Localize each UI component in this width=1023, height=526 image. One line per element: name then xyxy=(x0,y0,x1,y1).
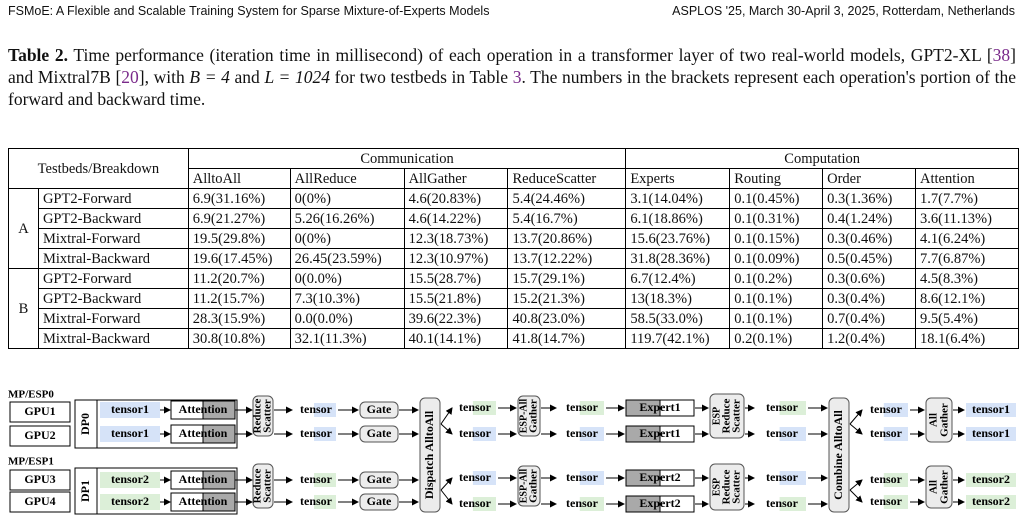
testbed-label: A xyxy=(9,189,39,269)
group-label-1: MP/ESP1 xyxy=(8,455,54,468)
column-header: Attention xyxy=(916,169,1019,189)
flow-arrow xyxy=(850,490,862,502)
attention-label: Attention xyxy=(178,401,228,416)
table-cell: 13.7(12.22%) xyxy=(508,249,626,269)
table-caption xyxy=(8,44,1016,110)
row-label: Mixtral-Forward xyxy=(38,309,188,329)
table-cell: 0.3(0.6%) xyxy=(823,269,916,289)
table-cell: 1.7(7.7%) xyxy=(916,189,1019,209)
row-label: Mixtral-Forward xyxy=(38,229,188,249)
citation-link[interactable]: 20 xyxy=(121,67,139,87)
table-cell: 13.7(20.86%) xyxy=(508,229,626,249)
gate-label: Gate xyxy=(366,493,392,508)
table-cell: 58.5(33.0%) xyxy=(626,309,730,329)
esp-label: ESP xyxy=(711,406,723,426)
table-cell: 32.1(11.3%) xyxy=(290,329,404,349)
table-cell: 0.3(1.36%) xyxy=(823,189,916,209)
table-cell: 0.1(0.09%) xyxy=(730,249,823,269)
table-cell: 15.5(21.8%) xyxy=(404,289,508,309)
system-diagram xyxy=(0,384,1023,526)
column-header: Order xyxy=(823,169,916,189)
column-header: Routing xyxy=(730,169,823,189)
tensor-label: tensor xyxy=(300,401,332,416)
scatter-label: Scatter xyxy=(261,399,274,433)
corner-header: Testbeds/Breakdown xyxy=(9,149,189,189)
table-cell: 0.1(0.1%) xyxy=(730,289,823,309)
table-cell: 1.2(0.4%) xyxy=(823,329,916,349)
tensor-label: tensor xyxy=(766,425,798,440)
table-cell: 30.8(10.8%) xyxy=(188,329,290,349)
esp-label: ESP xyxy=(711,477,723,497)
attention-label: Attention xyxy=(178,425,228,440)
tensor-label: tensor xyxy=(566,425,598,440)
esp-all-label: ESP-All xyxy=(518,468,530,504)
tensor-label: tensor xyxy=(459,425,491,440)
table-row xyxy=(9,269,1019,289)
table-cell: 26.45(23.59%) xyxy=(290,249,404,269)
expert-label: Expert2 xyxy=(639,469,681,484)
tensor-label: tensor2 xyxy=(111,471,149,486)
table-cell: 0.4(1.24%) xyxy=(823,209,916,229)
table-cell: 119.7(42.1%) xyxy=(626,329,730,349)
group-label-0: MP/ESP0 xyxy=(8,388,54,401)
tensor-label: tensor xyxy=(870,471,902,486)
table-cell: 15.6(23.76%) xyxy=(626,229,730,249)
flow-arrow xyxy=(850,410,862,424)
tensor-label: tensor xyxy=(300,425,332,440)
table-cell: 0.5(0.45%) xyxy=(823,249,916,269)
tensor-label: tensor xyxy=(459,399,491,414)
table-cell: 13(18.3%) xyxy=(626,289,730,309)
reduce-label: Reduce xyxy=(251,398,264,434)
tensor-label: tensor xyxy=(870,425,902,440)
dp-label: DP0 xyxy=(77,413,92,435)
dp-label: DP1 xyxy=(77,480,92,502)
table-row xyxy=(9,209,1019,229)
table-cell: 6.9(31.16%) xyxy=(188,189,290,209)
gpu-label: GPU4 xyxy=(24,493,56,508)
equation: L = 1024 xyxy=(264,67,330,87)
gpu-label: GPU2 xyxy=(24,427,56,442)
table-cell: 0.1(0.2%) xyxy=(730,269,823,289)
table-cell: 8.6(12.1%) xyxy=(916,289,1019,309)
scatter-label: Scatter xyxy=(261,469,274,503)
tensor-label: tensor xyxy=(566,495,598,510)
attention-label: Attention xyxy=(178,471,228,486)
gather-label: Gather xyxy=(527,469,540,503)
column-header: AlltoAll xyxy=(188,169,290,189)
citation-link[interactable]: 38 xyxy=(992,45,1011,65)
table-row xyxy=(9,249,1019,269)
column-header: AllGather xyxy=(404,169,508,189)
table-cell: 40.8(23.0%) xyxy=(508,309,626,329)
table-cell: 0.3(0.46%) xyxy=(823,229,916,249)
caption-label: Table 2. xyxy=(8,45,69,65)
row-label: Mixtral-Backward xyxy=(38,329,188,349)
tensor-label: tensor xyxy=(766,495,798,510)
tensor-label: tensor1 xyxy=(111,425,149,440)
timing-table xyxy=(8,148,1019,349)
caption-text: ], with xyxy=(138,67,190,87)
flow-arrow xyxy=(441,478,452,490)
table-row xyxy=(9,229,1019,249)
all-label: All xyxy=(927,479,940,495)
group-header-communication: Communication xyxy=(188,149,626,169)
table-row xyxy=(9,189,1019,209)
running-title: FSMoE: A Flexible and Scalable Training System for Sparse Mixture-of-Experts Models xyxy=(8,4,490,18)
table-cell: 12.3(18.73%) xyxy=(404,229,508,249)
table-cell: 5.4(24.46%) xyxy=(508,189,626,209)
table-cell: 0.1(0.15%) xyxy=(730,229,823,249)
table-cell: 7.3(10.3%) xyxy=(290,289,404,309)
table-cell: 3.6(11.13%) xyxy=(916,209,1019,229)
row-label: GPT2-Forward xyxy=(38,189,188,209)
gate-label: Gate xyxy=(366,471,392,486)
row-label: GPT2-Backward xyxy=(38,209,188,229)
flow-arrow xyxy=(441,424,452,434)
table-cell: 0(0%) xyxy=(290,229,404,249)
reduce-label: Reduce xyxy=(720,469,733,505)
column-header: AllReduce xyxy=(290,169,404,189)
table-cell: 11.2(15.7%) xyxy=(188,289,290,309)
table-cell: 0.1(0.45%) xyxy=(730,189,823,209)
table-cell: 0(0.0%) xyxy=(290,269,404,289)
page-header xyxy=(8,4,1015,22)
table-cell: 4.1(6.24%) xyxy=(916,229,1019,249)
group-header-computation: Computation xyxy=(626,149,1019,169)
output-tensor-label: tensor2 xyxy=(972,493,1010,508)
table-cell: 15.7(29.1%) xyxy=(508,269,626,289)
tensor-label: tensor xyxy=(300,471,332,486)
table-cell: 0.1(0.31%) xyxy=(730,209,823,229)
gather-label: Gather xyxy=(527,399,540,433)
tensor-label: tensor2 xyxy=(111,493,149,508)
output-tensor-label: tensor1 xyxy=(972,401,1010,416)
table-cell: 5.4(16.7%) xyxy=(508,209,626,229)
table-cell: 0.3(0.4%) xyxy=(823,289,916,309)
tensor-label: tensor xyxy=(870,493,902,508)
row-label: GPT2-Forward xyxy=(38,269,188,289)
all-label: All xyxy=(927,412,940,428)
flow-arrow xyxy=(441,408,452,424)
gate-label: Gate xyxy=(366,425,392,440)
tensor-label: tensor xyxy=(566,399,598,414)
table-cell: 18.1(6.4%) xyxy=(916,329,1019,349)
row-label: Mixtral-Backward xyxy=(38,249,188,269)
table-cell: 7.7(6.87%) xyxy=(916,249,1019,269)
gather-label: Gather xyxy=(938,403,951,437)
table-cell: 40.1(14.1%) xyxy=(404,329,508,349)
column-header: ReduceScatter xyxy=(508,169,626,189)
caption-text: for two testbeds in Table xyxy=(329,67,513,87)
expert-label: Expert1 xyxy=(639,399,681,414)
reduce-label: Reduce xyxy=(251,468,264,504)
gather-label: Gather xyxy=(938,470,951,504)
table-cell: 19.6(17.45%) xyxy=(188,249,290,269)
table-cell: 3.1(14.04%) xyxy=(626,189,730,209)
table-cell: 0.0(0.0%) xyxy=(290,309,404,329)
flow-arrow xyxy=(850,424,862,434)
table-cell: 4.6(14.22%) xyxy=(404,209,508,229)
table-cell: 4.5(8.3%) xyxy=(916,269,1019,289)
equation: B = 4 xyxy=(189,67,230,87)
table-cell: 19.5(29.8%) xyxy=(188,229,290,249)
flow-arrow xyxy=(850,480,862,490)
tensor-label: tensor xyxy=(766,399,798,414)
table-cell: 41.8(14.7%) xyxy=(508,329,626,349)
caption-text: Time performance (iteration time in millisecond) of each operation in a transformer layer of two real-world models, GPT2-XL [ xyxy=(68,45,993,65)
table-cell: 6.9(21.27%) xyxy=(188,209,290,229)
table-cell: 6.1(18.86%) xyxy=(626,209,730,229)
caption-text: and xyxy=(229,67,265,87)
table-cell: 0.1(0.1%) xyxy=(730,309,823,329)
output-tensor-label: tensor1 xyxy=(972,425,1010,440)
tensor-label: tensor xyxy=(870,401,902,416)
scatter-label: Scatter xyxy=(730,399,743,433)
dispatch-label: Dispatch AlltoAll xyxy=(421,410,436,500)
gate-label: Gate xyxy=(366,401,392,416)
row-label: GPT2-Backward xyxy=(38,289,188,309)
table-cell: 0(0%) xyxy=(290,189,404,209)
flow-arrow xyxy=(441,490,452,504)
table-cell: 5.26(16.26%) xyxy=(290,209,404,229)
esp-all-label: ESP-All xyxy=(518,398,530,434)
table-cell: 39.6(22.3%) xyxy=(404,309,508,329)
gpu-label: GPU1 xyxy=(24,403,56,418)
table-cell: 4.6(20.83%) xyxy=(404,189,508,209)
table-cell: 12.3(10.97%) xyxy=(404,249,508,269)
table-cell: 9.5(5.4%) xyxy=(916,309,1019,329)
tensor-label: tensor xyxy=(300,493,332,508)
reduce-label: Reduce xyxy=(720,398,733,434)
gpu-label: GPU3 xyxy=(24,471,56,486)
table-cell: 6.7(12.4%) xyxy=(626,269,730,289)
table-cell: 0.2(0.1%) xyxy=(730,329,823,349)
table-cell: 31.8(28.36%) xyxy=(626,249,730,269)
table-row xyxy=(9,329,1019,349)
tensor-label: tensor xyxy=(459,469,491,484)
tensor-label: tensor1 xyxy=(111,401,149,416)
tensor-label: tensor xyxy=(566,469,598,484)
table-cell: 15.5(28.7%) xyxy=(404,269,508,289)
attention-label: Attention xyxy=(178,493,228,508)
expert-label: Expert1 xyxy=(639,425,681,440)
caption-text: . The numbers in the brackets represent each operation's portion of the forward and backward time. xyxy=(8,67,1016,109)
conference-info: ASPLOS '25, March 30-April 3, 2025, Rotterdam, Netherlands xyxy=(672,4,1015,18)
table-body xyxy=(9,189,1019,349)
output-tensor-label: tensor2 xyxy=(972,471,1010,486)
combine-label: Combine AlltoAll xyxy=(830,410,845,500)
table-row xyxy=(9,289,1019,309)
testbed-label: B xyxy=(9,269,39,349)
table-cell: 28.3(15.9%) xyxy=(188,309,290,329)
tensor-label: tensor xyxy=(766,469,798,484)
table-cell: 0.7(0.4%) xyxy=(823,309,916,329)
scatter-label: Scatter xyxy=(730,470,743,504)
table-ref-link[interactable]: 3 xyxy=(512,67,522,87)
table-row xyxy=(9,309,1019,329)
table-cell: 11.2(20.7%) xyxy=(188,269,290,289)
tensor-label: tensor xyxy=(459,495,491,510)
column-header: Experts xyxy=(626,169,730,189)
table-cell: 15.2(21.3%) xyxy=(508,289,626,309)
expert-label: Expert2 xyxy=(639,495,681,510)
caption-text: ] and Mixtral7B [ xyxy=(8,45,1016,87)
